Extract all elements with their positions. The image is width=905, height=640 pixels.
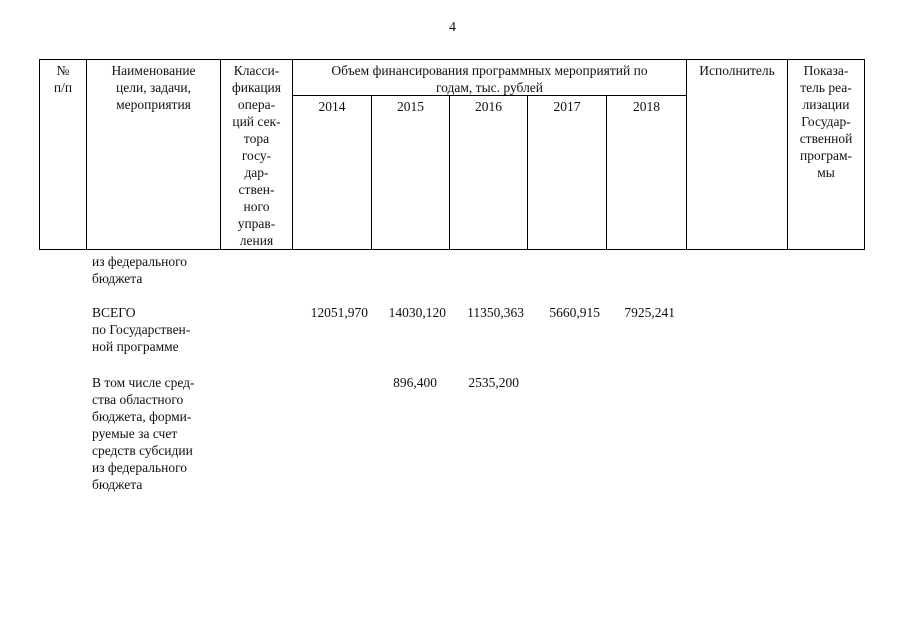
total-row-label: ВСЕГО по Государствен- ной программе — [92, 305, 191, 354]
col-border — [527, 95, 528, 250]
header-col-indicator: Показа- тель реа- лизации Государ- ственной програм- мы — [799, 63, 853, 180]
col-border — [606, 95, 607, 250]
header-col-executor: Исполнитель — [699, 63, 775, 78]
col-border — [371, 95, 372, 250]
col-border — [864, 59, 865, 250]
carryover-row-label: из федерального бюджета — [92, 254, 188, 286]
total-value-2014: 12051,970 — [310, 305, 368, 320]
table-top-border — [39, 59, 864, 60]
table-header — [0, 0, 905, 260]
regional-row-label: В том числе сред- ства областного бюджета, форми- руемые за счет средств субсидии из федерального бюджета — [92, 375, 195, 492]
col-border — [686, 59, 687, 250]
header-col-number: № п/п — [53, 63, 73, 95]
total-value-2016: 11350,363 — [467, 305, 524, 320]
header-col-classification: Класси- фикация опера- ций сек- тора госу- дар- ствен- ного управ- ления — [232, 63, 281, 248]
header-year-2018: 2018 — [633, 99, 660, 114]
regional-value-2015: 896,400 — [393, 375, 437, 390]
total-value-2017: 5660,915 — [549, 305, 600, 320]
total-value-2018: 7925,241 — [624, 305, 675, 320]
header-year-2015: 2015 — [397, 99, 424, 114]
header-year-2017: 2017 — [553, 99, 581, 114]
header-col-financing-volume: Объем финансирования программных мероприятий по годам, тыс. рублей — [331, 63, 648, 95]
col-border — [449, 95, 450, 250]
regional-value-2016: 2535,200 — [468, 375, 519, 390]
table-header-bottom-border — [39, 249, 864, 250]
header-year-2014: 2014 — [318, 99, 346, 114]
header-year-2016: 2016 — [475, 99, 502, 114]
page-number: 4 — [449, 20, 456, 35]
header-col-name: Наименование цели, задачи, мероприятия — [111, 63, 196, 112]
total-value-2015: 14030,120 — [388, 305, 446, 320]
